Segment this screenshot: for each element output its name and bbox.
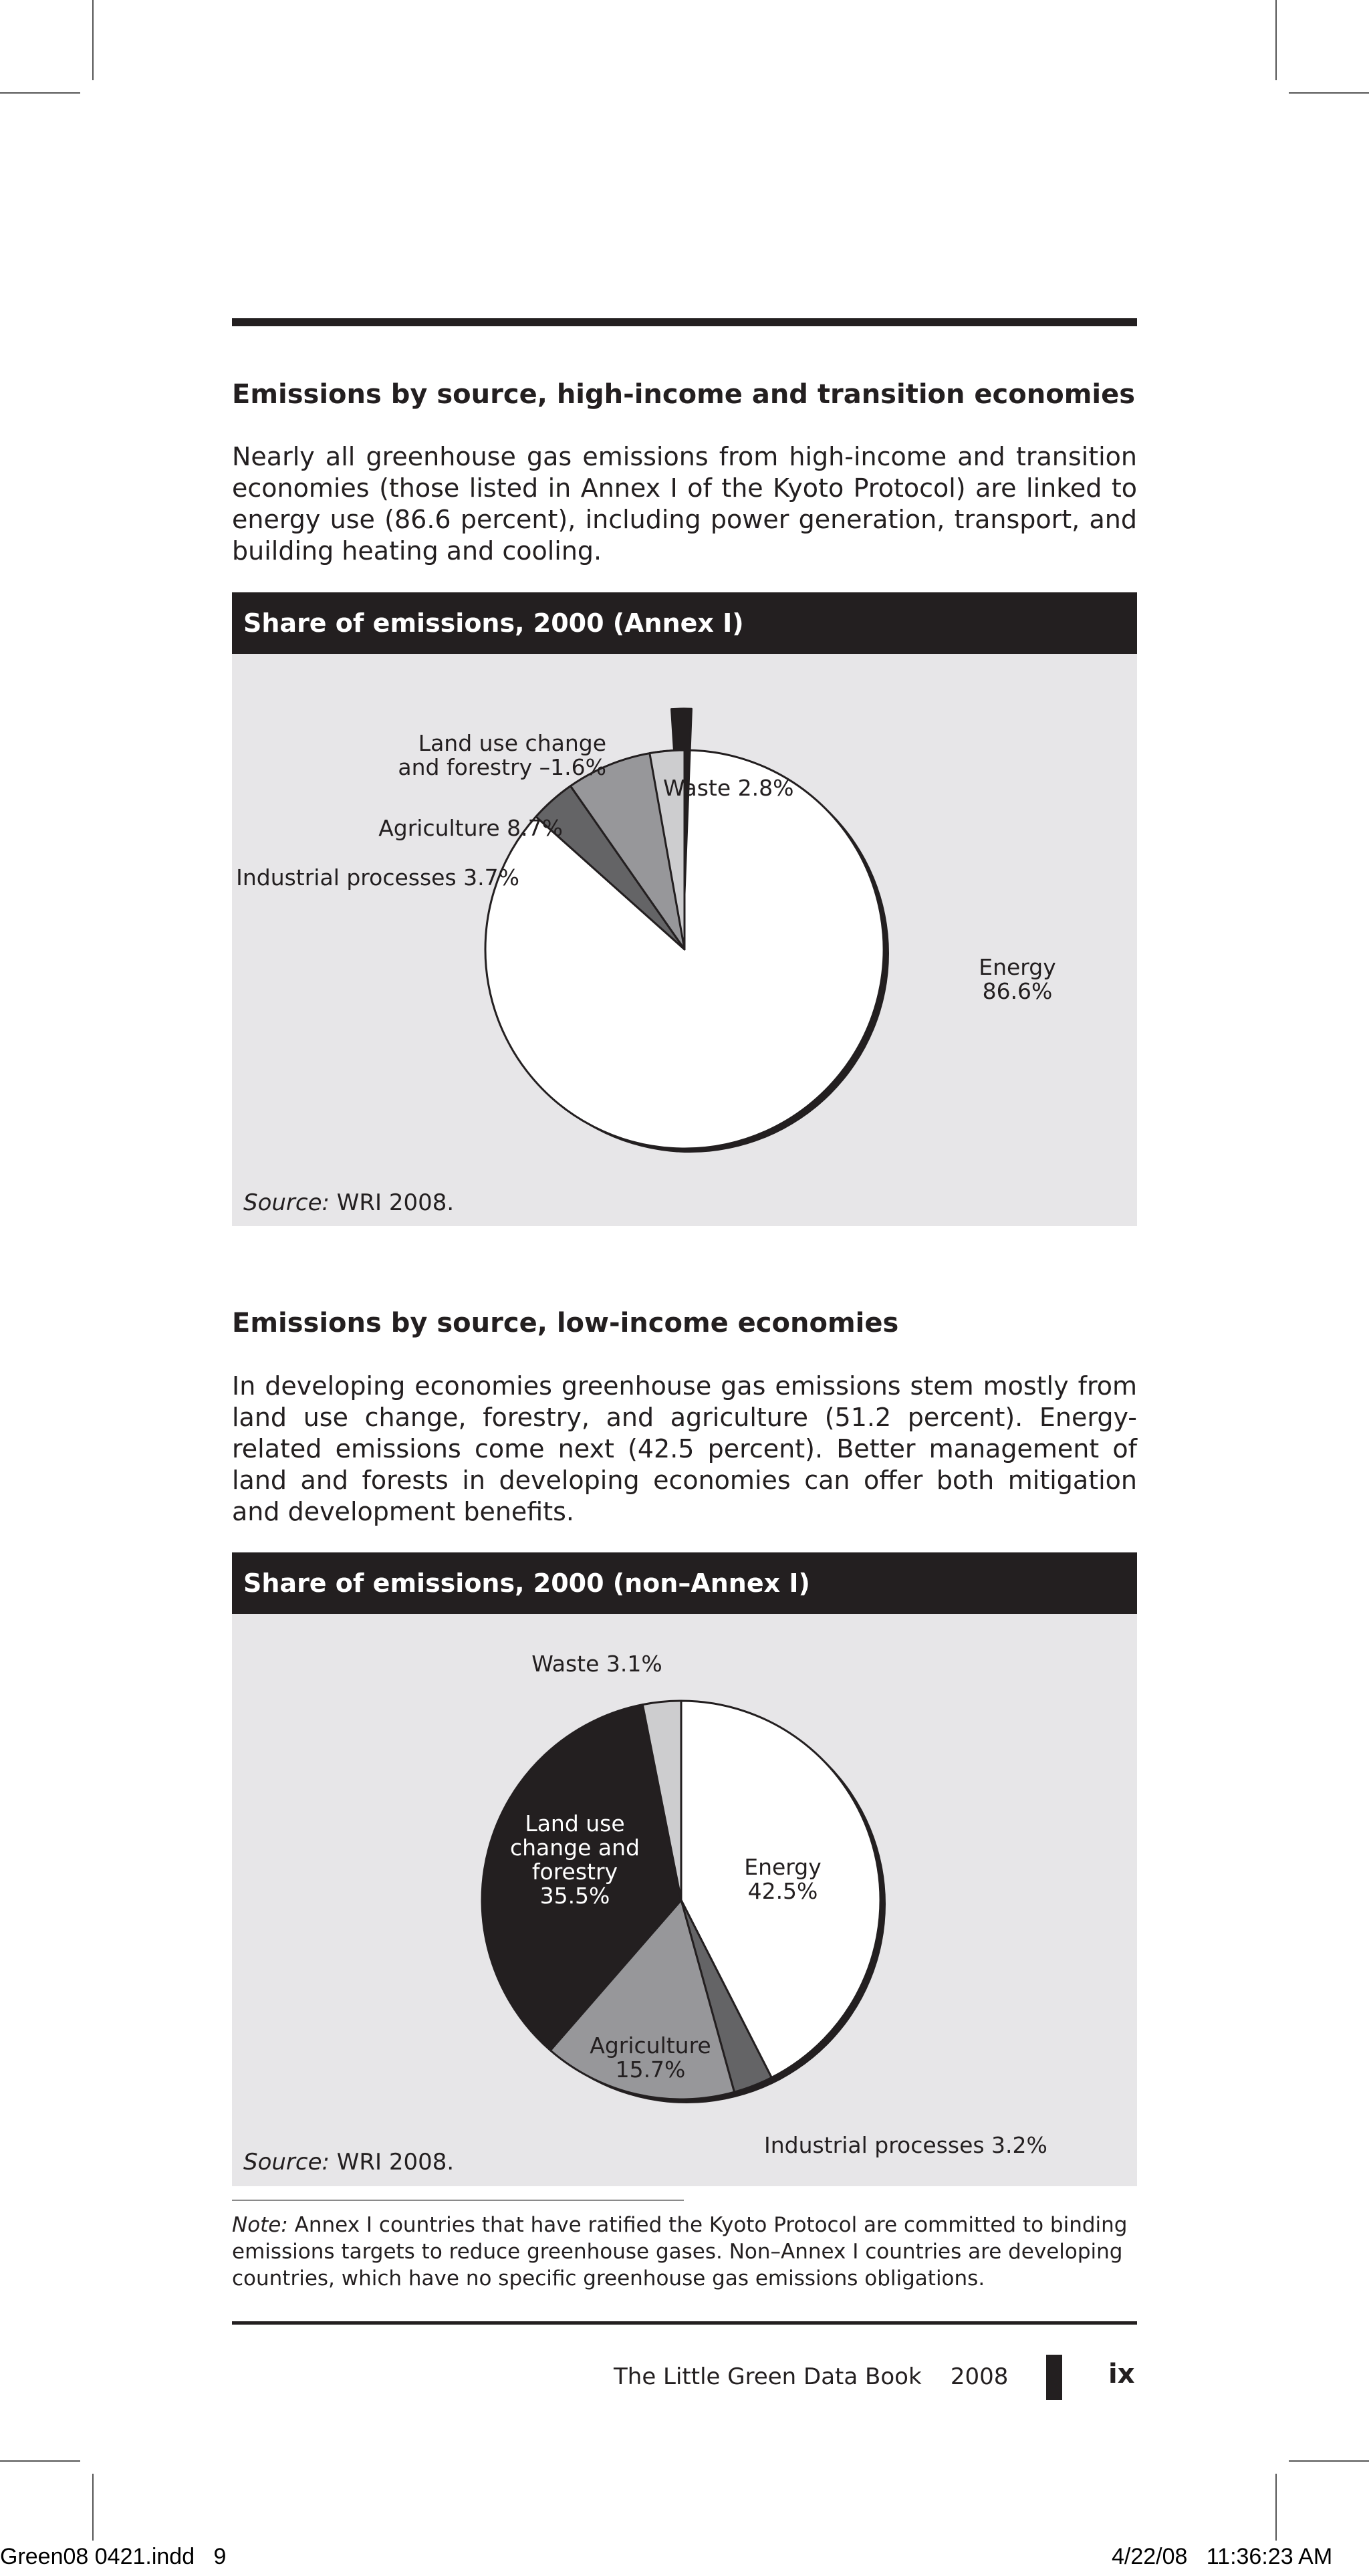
chart1-label-industrial-processes: Industrial processes 3.7% xyxy=(236,864,519,891)
chart1-panel xyxy=(232,592,1137,1226)
section1-body: Nearly all greenhouse gas emissions from high-income and transition economies (those listed in Annex I of the Kyoto Protocol) are linked to energy use (86.6 percent), including power generation, transport, and building heating and cooling. xyxy=(232,442,1137,566)
chart1-source-label: Source: xyxy=(243,1189,330,1216)
footer-bar xyxy=(1046,2355,1062,2400)
top-rule xyxy=(232,318,1137,326)
chart1-label-energy: Energy 86.6% xyxy=(979,954,1056,1004)
slug-timestamp: 4/22/08 11:36:23 AM xyxy=(1112,2544,1333,2569)
crop-mark xyxy=(0,2460,80,2462)
chart2-source-value: WRI 2008. xyxy=(329,2149,455,2176)
chart1-label-waste: Waste 2.8% xyxy=(663,775,794,801)
crop-mark xyxy=(1275,0,1277,80)
crop-mark xyxy=(1289,92,1369,94)
chart2-label-energy: Energy 42.5% xyxy=(744,1854,822,1904)
note xyxy=(232,2212,1137,2292)
chart1-label-agriculture: Agriculture 8.7% xyxy=(378,815,563,841)
crop-mark xyxy=(92,0,94,80)
crop-mark xyxy=(0,92,80,94)
note-rule xyxy=(232,2200,684,2201)
section2-title: Emissions by source, low-income economies xyxy=(232,1308,899,1338)
chart1-source xyxy=(243,1189,454,1216)
chart2-title: Share of emissions, 2000 (non–Annex I) xyxy=(232,1552,1137,1614)
section1-title: Emissions by source, high-income and transition economies xyxy=(232,379,1136,410)
section2-body: In developing economies greenhouse gas emissions stem mostly from land use change, forestry, and agriculture (51.2 percent). Energy-related emissions come next (42.5 percent). Better management of land and forests in developing economies can offer both mitigation and development benefits. xyxy=(232,1371,1137,1526)
chart2-panel xyxy=(232,1552,1137,2186)
footer-book-title: The Little Green Data Book 2008 xyxy=(614,2363,1009,2390)
slug-file: Green08 0421.indd 9 xyxy=(0,2544,227,2569)
chart2-source xyxy=(243,2149,454,2176)
note-text: Annex I countries that have ratified the Kyoto Protocol are committed to binding emissions targets to reduce greenhouse gases. Non–Annex I countries are developing countries, which have no specific greenhouse gas emissions obligations. xyxy=(232,2213,1128,2291)
chart1-source-value: WRI 2008. xyxy=(329,1189,455,1216)
chart1-label-land-use-change-and-forestry: Land use change and forestry –1.6% xyxy=(398,730,606,780)
chart2-label-land-use-change-and-forestry: Land use change and forestry 35.5% xyxy=(509,1810,640,1909)
chart2-label-waste: Waste 3.1% xyxy=(531,1651,662,1677)
chart2-pie xyxy=(232,1614,1137,2186)
chart1-title: Share of emissions, 2000 (Annex I) xyxy=(232,592,1137,654)
crop-mark xyxy=(1275,2474,1277,2541)
chart2-label-industrial-processes: Industrial processes 3.2% xyxy=(764,2132,1047,2158)
chart1-pie xyxy=(232,654,1137,1226)
chart2-label-agriculture: Agriculture 15.7% xyxy=(590,2032,711,2083)
bottom-rule xyxy=(232,2321,1137,2325)
chart2-source-label: Source: xyxy=(243,2149,330,2176)
crop-mark xyxy=(1289,2460,1369,2462)
page-number: ix xyxy=(1108,2359,1135,2389)
note-label: Note: xyxy=(232,2213,288,2237)
crop-mark xyxy=(92,2474,94,2541)
